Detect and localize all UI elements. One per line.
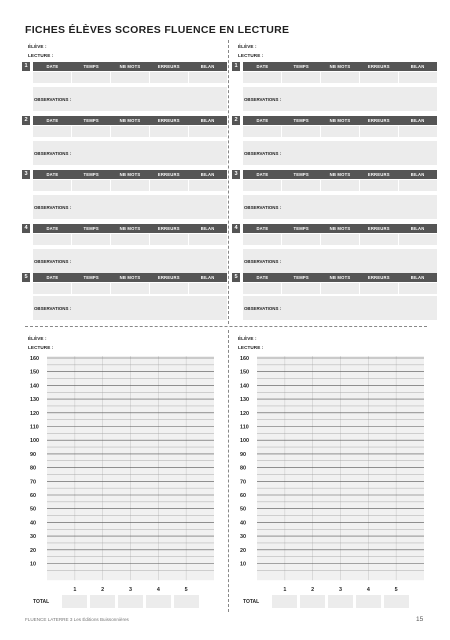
session-cells <box>33 283 227 294</box>
entry-cell[interactable] <box>33 180 71 191</box>
column-header: DATE <box>256 275 269 280</box>
observations-label: OBSERVATIONS : <box>34 151 72 156</box>
session-number: 2 <box>22 116 30 125</box>
column-header: TEMPS <box>83 275 99 280</box>
column-header: BILAN <box>410 226 425 231</box>
observations-label: OBSERVATIONS : <box>244 259 282 264</box>
column-header: BILAN <box>410 172 425 177</box>
x-tick-label: 4 <box>366 587 370 594</box>
column-header: ERREURS <box>157 118 180 123</box>
session-number: 3 <box>232 170 240 179</box>
column-header: DATE <box>256 172 269 177</box>
column-header: BILAN <box>410 118 425 123</box>
entry-cell[interactable] <box>33 283 71 294</box>
column-header: BILAN <box>200 226 215 231</box>
entry-cell[interactable] <box>399 126 437 137</box>
y-tick-label: 110 <box>240 424 249 431</box>
entry-cell[interactable] <box>72 234 110 245</box>
entry-cell[interactable] <box>111 72 149 83</box>
chart-lecture-label: LECTURE : <box>238 345 264 350</box>
session-cells <box>243 72 437 83</box>
session-row <box>232 170 437 192</box>
footer-credit: FLUENCE LATERRE 3 Les Éditions Buissonnières <box>25 617 129 622</box>
y-tick-label: 140 <box>240 383 249 390</box>
entry-cell[interactable] <box>282 283 320 294</box>
total-cell[interactable] <box>90 595 115 608</box>
column-header: DATE <box>46 118 59 123</box>
session-row <box>232 62 437 84</box>
column-header: ERREURS <box>367 275 390 280</box>
horizontal-divider <box>25 326 427 327</box>
session-row <box>22 116 227 138</box>
entry-cell[interactable] <box>282 234 320 245</box>
column-header: ERREURS <box>157 226 180 231</box>
observations-box[interactable] <box>243 87 437 111</box>
total-cell[interactable] <box>300 595 325 608</box>
y-tick-label: 150 <box>240 369 249 376</box>
entry-cell[interactable] <box>111 126 149 137</box>
session-row <box>22 273 227 295</box>
column-header: DATE <box>46 64 59 69</box>
entry-cell[interactable] <box>111 234 149 245</box>
entry-cell[interactable] <box>111 180 149 191</box>
observations-label: OBSERVATIONS : <box>34 97 72 102</box>
session-row <box>22 170 227 192</box>
total-cell[interactable] <box>272 595 297 608</box>
session-cells <box>243 283 437 294</box>
y-tick-label: 90 <box>30 451 36 458</box>
column-header: TEMPS <box>83 226 99 231</box>
column-header: NB MOTS <box>329 64 351 69</box>
y-tick-label: 130 <box>240 397 249 404</box>
column-header: BILAN <box>200 275 215 280</box>
observations-box[interactable] <box>33 141 227 165</box>
entry-cell[interactable] <box>72 72 110 83</box>
column-header: TEMPS <box>293 226 309 231</box>
session-row <box>232 273 437 295</box>
observations-label: OBSERVATIONS : <box>244 97 282 102</box>
session-header <box>243 116 437 125</box>
y-tick-label: 130 <box>30 397 39 404</box>
entry-cell[interactable] <box>150 234 188 245</box>
entry-cell[interactable] <box>360 180 398 191</box>
entry-cell[interactable] <box>360 72 398 83</box>
eleve-label: ÉLÈVE : <box>28 44 47 49</box>
entry-cell[interactable] <box>282 126 320 137</box>
column-header: ERREURS <box>367 226 390 231</box>
vertical-divider <box>228 40 229 324</box>
column-header: ERREURS <box>367 172 390 177</box>
column-header: DATE <box>256 118 269 123</box>
y-tick-label: 60 <box>30 493 36 499</box>
x-tick-label: 5 <box>184 587 188 594</box>
entry-cell[interactable] <box>399 72 437 83</box>
entry-cell[interactable] <box>150 126 188 137</box>
session-cells <box>33 180 227 191</box>
column-header: TEMPS <box>83 64 99 69</box>
observations-box[interactable] <box>243 141 437 165</box>
column-header: NB MOTS <box>329 118 351 123</box>
session-header <box>243 224 437 233</box>
y-tick-label: 30 <box>30 534 36 541</box>
column-header: ERREURS <box>157 275 180 280</box>
observations-box[interactable] <box>243 249 437 273</box>
observations-label: OBSERVATIONS : <box>34 259 72 264</box>
column-header: TEMPS <box>293 172 309 177</box>
session-header <box>33 62 227 71</box>
entry-cell[interactable] <box>243 234 281 245</box>
observations-box[interactable] <box>243 296 437 320</box>
eleve-label: ÉLÈVE : <box>238 44 257 49</box>
session-header <box>243 273 437 282</box>
total-cell[interactable] <box>384 595 409 608</box>
column-header: DATE <box>46 226 59 231</box>
entry-cell[interactable] <box>189 72 227 83</box>
column-header: DATE <box>256 64 269 69</box>
x-tick-label: 3 <box>129 587 132 594</box>
entry-cell[interactable] <box>321 126 359 137</box>
observations-label: OBSERVATIONS : <box>244 306 282 311</box>
total-cells <box>62 595 199 608</box>
column-header: BILAN <box>410 275 425 280</box>
entry-cell[interactable] <box>399 234 437 245</box>
y-tick-label: 80 <box>30 465 36 472</box>
observations-box[interactable] <box>33 195 227 219</box>
entry-cell[interactable] <box>33 72 71 83</box>
x-tick-label: 1 <box>283 587 287 594</box>
entry-cell[interactable] <box>72 126 110 137</box>
lecture-label: LECTURE : <box>28 53 54 58</box>
session-header <box>243 62 437 71</box>
column-header: TEMPS <box>83 118 99 123</box>
column-header: BILAN <box>200 64 215 69</box>
page-title: FICHES ÉLÈVES SCORES FLUENCE EN LECTURE <box>25 24 290 36</box>
entry-cell[interactable] <box>189 234 227 245</box>
y-tick-label: 40 <box>240 520 246 527</box>
chart-eleve-label: ÉLÈVE : <box>28 336 47 341</box>
chart-lecture-label: LECTURE : <box>28 345 54 350</box>
y-tick-label: 20 <box>30 547 36 554</box>
total-cell[interactable] <box>356 595 381 608</box>
y-tick-label: 160 <box>240 356 249 362</box>
entry-cell[interactable] <box>399 180 437 191</box>
vertical-divider-lower <box>228 330 229 612</box>
y-tick-label: 10 <box>30 561 36 568</box>
column-header: TEMPS <box>293 118 309 123</box>
y-tick-label: 50 <box>30 506 36 513</box>
column-header: NB MOTS <box>119 226 141 231</box>
x-tick-label: 4 <box>156 587 160 594</box>
total-cell[interactable] <box>174 595 199 608</box>
entry-cell[interactable] <box>72 180 110 191</box>
column-header: ERREURS <box>157 64 180 69</box>
entry-cell[interactable] <box>321 234 359 245</box>
entry-cell[interactable] <box>243 180 281 191</box>
session-row <box>22 62 227 84</box>
session-cells <box>33 72 227 83</box>
entry-cell[interactable] <box>360 126 398 137</box>
entry-cell[interactable] <box>150 283 188 294</box>
column-header: NB MOTS <box>119 172 141 177</box>
column-header: BILAN <box>200 118 215 123</box>
session-row <box>232 224 437 246</box>
chart-eleve-label: ÉLÈVE : <box>238 336 257 341</box>
observations-label: OBSERVATIONS : <box>34 306 72 311</box>
session-number: 5 <box>232 273 240 282</box>
column-header: DATE <box>256 226 269 231</box>
y-tick-label: 110 <box>30 424 39 431</box>
column-header: TEMPS <box>293 64 309 69</box>
session-number: 3 <box>22 170 30 179</box>
y-tick-label: 70 <box>30 479 36 486</box>
chart-svg <box>22 350 227 594</box>
column-header: TEMPS <box>293 275 309 280</box>
entry-cell[interactable] <box>189 180 227 191</box>
entry-cell[interactable] <box>321 283 359 294</box>
session-cells <box>243 126 437 137</box>
session-header <box>243 170 437 179</box>
total-cell[interactable] <box>328 595 353 608</box>
column-header: ERREURS <box>157 172 180 177</box>
session-cells <box>33 234 227 245</box>
entry-cell[interactable] <box>360 234 398 245</box>
session-number: 2 <box>232 116 240 125</box>
entry-cell[interactable] <box>321 72 359 83</box>
session-header <box>33 116 227 125</box>
total-label: TOTAL <box>33 599 50 605</box>
session-number: 4 <box>232 224 240 233</box>
session-row <box>22 224 227 246</box>
chart-svg <box>232 350 437 594</box>
entry-cell[interactable] <box>360 283 398 294</box>
x-tick-label: 2 <box>101 587 105 594</box>
observations-label: OBSERVATIONS : <box>244 205 282 210</box>
column-header: NB MOTS <box>119 118 141 123</box>
session-header <box>33 273 227 282</box>
session-number: 4 <box>22 224 30 233</box>
column-header: TEMPS <box>83 172 99 177</box>
entry-cell[interactable] <box>111 283 149 294</box>
total-cell[interactable] <box>146 595 171 608</box>
session-header <box>33 170 227 179</box>
page-number: 15 <box>416 616 424 623</box>
total-cell[interactable] <box>118 595 143 608</box>
column-header: NB MOTS <box>329 226 351 231</box>
entry-cell[interactable] <box>243 283 281 294</box>
column-header: ERREURS <box>367 118 390 123</box>
y-tick-label: 120 <box>240 410 249 417</box>
entry-cell[interactable] <box>243 72 281 83</box>
session-number: 5 <box>22 273 30 282</box>
entry-cell[interactable] <box>243 126 281 137</box>
entry-cell[interactable] <box>321 180 359 191</box>
column-header: DATE <box>46 275 59 280</box>
session-cells <box>243 234 437 245</box>
total-label: TOTAL <box>243 599 260 605</box>
column-header: NB MOTS <box>119 64 141 69</box>
x-tick-label: 3 <box>339 587 342 594</box>
y-tick-label: 20 <box>240 547 246 554</box>
observations-box[interactable] <box>33 87 227 111</box>
y-tick-label: 100 <box>30 438 39 445</box>
column-header: BILAN <box>200 172 215 177</box>
y-tick-label: 70 <box>240 479 246 486</box>
session-row <box>232 116 437 138</box>
y-tick-label: 80 <box>240 465 246 472</box>
x-tick-label: 2 <box>311 587 315 594</box>
observations-box[interactable] <box>33 296 227 320</box>
y-tick-label: 160 <box>30 356 39 362</box>
x-tick-label: 5 <box>394 587 398 594</box>
entry-cell[interactable] <box>282 180 320 191</box>
column-header: NB MOTS <box>329 172 351 177</box>
entry-cell[interactable] <box>189 283 227 294</box>
entry-cell[interactable] <box>150 180 188 191</box>
column-header: NB MOTS <box>329 275 351 280</box>
session-number: 1 <box>232 62 240 71</box>
entry-cell[interactable] <box>189 126 227 137</box>
y-tick-label: 30 <box>240 534 246 541</box>
y-tick-label: 60 <box>240 493 246 499</box>
column-header: ERREURS <box>367 64 390 69</box>
session-header <box>33 224 227 233</box>
total-cell[interactable] <box>62 595 87 608</box>
column-header: NB MOTS <box>119 275 141 280</box>
observations-label: OBSERVATIONS : <box>34 205 72 210</box>
y-tick-label: 100 <box>240 438 249 445</box>
entry-cell[interactable] <box>399 283 437 294</box>
y-tick-label: 50 <box>240 506 246 513</box>
entry-cell[interactable] <box>282 72 320 83</box>
y-tick-label: 120 <box>30 410 39 417</box>
observations-label: OBSERVATIONS : <box>244 151 282 156</box>
entry-cell[interactable] <box>33 126 71 137</box>
y-tick-label: 40 <box>30 520 36 527</box>
observations-box[interactable] <box>243 195 437 219</box>
lecture-label: LECTURE : <box>238 53 264 58</box>
entry-cell[interactable] <box>72 283 110 294</box>
session-number: 1 <box>22 62 30 71</box>
column-header: DATE <box>46 172 59 177</box>
session-cells <box>33 126 227 137</box>
y-tick-label: 90 <box>240 451 246 458</box>
column-header: BILAN <box>410 64 425 69</box>
total-cells <box>272 595 409 608</box>
observations-box[interactable] <box>33 249 227 273</box>
entry-cell[interactable] <box>33 234 71 245</box>
y-tick-label: 150 <box>30 369 39 376</box>
y-tick-label: 10 <box>240 561 246 568</box>
x-tick-label: 1 <box>73 587 77 594</box>
entry-cell[interactable] <box>150 72 188 83</box>
y-tick-label: 140 <box>30 383 39 390</box>
session-cells <box>243 180 437 191</box>
